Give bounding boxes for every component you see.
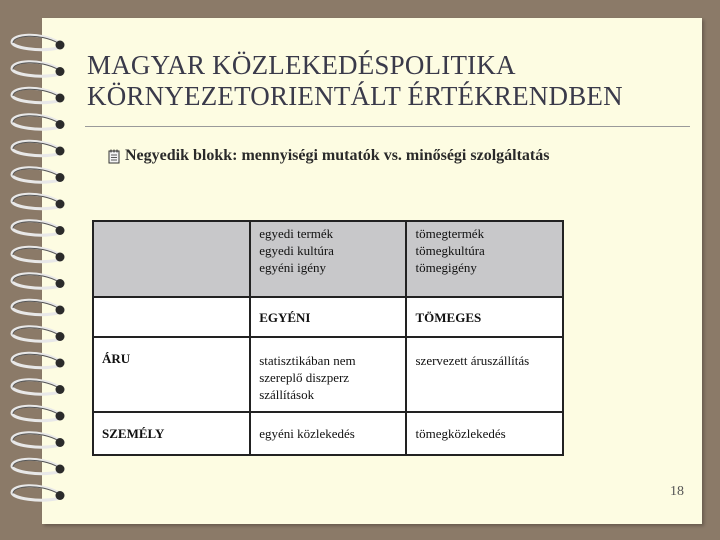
binding-ring bbox=[12, 194, 65, 208]
binding-ring bbox=[12, 459, 65, 473]
column-label-egyeni: EGYÉNI bbox=[250, 297, 406, 337]
header-line: egyedi termék bbox=[259, 226, 334, 241]
binding-ring bbox=[12, 221, 65, 235]
column-label-row bbox=[93, 297, 563, 337]
title-divider bbox=[85, 126, 690, 127]
cell-line: statisztikában nem bbox=[259, 353, 356, 368]
page-number: 18 bbox=[670, 484, 684, 499]
binding-ring bbox=[12, 353, 65, 367]
binding-ring bbox=[12, 247, 65, 261]
row-label-aru: ÁRU bbox=[93, 337, 250, 412]
binding-ring bbox=[12, 300, 65, 314]
header-line: tömegigény bbox=[415, 260, 477, 275]
cell-aru-tomeges bbox=[406, 337, 563, 412]
row-label-szemely: SZEMÉLY bbox=[93, 412, 250, 455]
header-line: tömegkultúra bbox=[415, 243, 485, 258]
binding-ring bbox=[12, 35, 65, 49]
cell-line: szereplő diszperz bbox=[259, 370, 350, 385]
cell-line: szervezett áruszállítás bbox=[415, 353, 530, 368]
binding-ring bbox=[12, 486, 65, 500]
binding-ring bbox=[12, 62, 65, 76]
cell-aru-egyeni bbox=[250, 337, 406, 412]
title-line-1: MAGYAR KÖZLEKEDÉSPOLITIKA bbox=[87, 50, 516, 80]
title-line-2: KÖRNYEZETORIENTÁLT ÉRTÉKRENDBEN bbox=[87, 81, 623, 111]
bullet-text: Negyedik blokk: mennyiségi mutatók vs. minőségi szolgáltatás bbox=[125, 147, 550, 164]
slide-title bbox=[87, 50, 697, 112]
binding-ring bbox=[12, 168, 65, 182]
notepad-bullet-icon bbox=[108, 149, 121, 164]
table-corner-cell bbox=[93, 221, 250, 297]
header-line: egyéni igény bbox=[259, 260, 326, 275]
cell-szemely-egyeni: egyéni közlekedés bbox=[250, 412, 406, 455]
spiral-binding bbox=[0, 0, 80, 540]
header-cell-egyeni bbox=[250, 221, 406, 297]
binding-ring bbox=[12, 115, 65, 129]
binding-ring bbox=[12, 141, 65, 155]
comparison-table bbox=[92, 220, 564, 456]
bullet-item bbox=[108, 147, 549, 165]
binding-ring bbox=[12, 406, 65, 420]
cell-line: szállítások bbox=[259, 387, 315, 402]
column-label-tomeges: TÖMEGES bbox=[406, 297, 563, 337]
binding-ring bbox=[12, 274, 65, 288]
table-row-szemely bbox=[93, 412, 563, 455]
binding-ring bbox=[12, 327, 65, 341]
header-line: tömegtermék bbox=[415, 226, 485, 241]
binding-ring bbox=[12, 380, 65, 394]
table-row-aru bbox=[93, 337, 563, 412]
header-line: egyedi kultúra bbox=[259, 243, 334, 258]
column-label-empty bbox=[93, 297, 250, 337]
binding-ring bbox=[12, 433, 65, 447]
header-cell-tomeges bbox=[406, 221, 563, 297]
binding-ring bbox=[12, 88, 65, 102]
cell-szemely-tomeges: tömegközlekedés bbox=[406, 412, 563, 455]
table-header-row bbox=[93, 221, 563, 297]
